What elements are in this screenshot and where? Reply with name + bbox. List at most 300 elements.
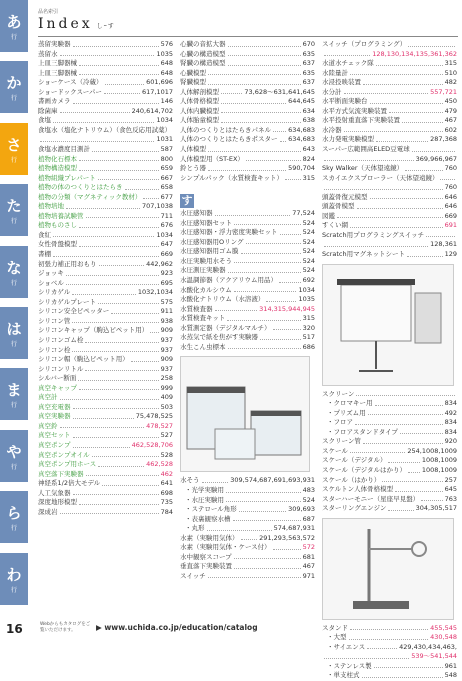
index-entry[interactable] <box>180 209 315 219</box>
index-entry[interactable] <box>38 451 173 461</box>
index-entry-name: 水圧感知器・浮力密度実験セット <box>180 228 278 237</box>
index-entry-name: 真空実験器 <box>38 412 71 421</box>
kana-tab-7[interactable] <box>0 368 28 421</box>
dot-leader <box>208 78 301 85</box>
index-entry[interactable] <box>180 496 315 506</box>
index-entry[interactable] <box>322 183 457 193</box>
index-entry-name: 水冷器 <box>322 125 342 134</box>
index-entry[interactable] <box>322 250 457 260</box>
index-entry-pages: 527 <box>160 431 173 440</box>
index-entry[interactable] <box>38 202 173 212</box>
index-entry-pages: 539〜541,544 <box>411 652 457 661</box>
index-entry[interactable] <box>322 212 457 222</box>
index-entry-name: スケール（デジタルはかり） <box>322 465 406 474</box>
kana-tab-letter: や <box>6 442 22 461</box>
index-entry-name: ・大型 <box>327 633 347 642</box>
dot-leader <box>440 174 455 181</box>
index-entry[interactable] <box>180 295 315 305</box>
index-entry[interactable] <box>38 193 173 203</box>
index-entry-pages: 937 <box>160 335 173 344</box>
kana-tab-row-label: 行 <box>10 95 17 103</box>
index-entry[interactable] <box>180 486 315 496</box>
index-entry-name: 上皿三脚器械 <box>38 68 77 77</box>
index-entry-pages: 462,528,706 <box>131 440 173 449</box>
index-entry-name: 真空落下実験器 <box>38 469 84 478</box>
index-entry[interactable] <box>38 183 173 193</box>
index-entry-name: ショーケース（冷蔵） <box>38 78 103 87</box>
index-title <box>38 16 115 32</box>
index-entry-name: 真空計 <box>38 393 58 402</box>
index-entry-name: スーパー広範囲高ELED豆電球 <box>322 145 410 154</box>
index-entry[interactable] <box>322 116 457 126</box>
index-entry-pages: 524 <box>302 247 315 256</box>
index-entry-name: シリコン管 <box>38 316 71 325</box>
index-entry-pages: 676 <box>160 221 173 230</box>
dot-leader <box>408 466 420 473</box>
index-entry[interactable] <box>38 307 173 317</box>
dot-leader <box>376 135 428 142</box>
dot-leader <box>73 489 159 496</box>
index-entry[interactable] <box>38 326 173 336</box>
index-entry[interactable] <box>180 145 315 155</box>
index-entry[interactable] <box>322 437 457 447</box>
index-entry[interactable] <box>180 107 315 117</box>
index-entry[interactable] <box>180 305 315 315</box>
index-entry-pages: 1034 <box>156 116 173 125</box>
dot-leader <box>234 257 301 264</box>
index-entry-pages: 646 <box>444 192 457 201</box>
index-entry[interactable] <box>38 479 173 489</box>
index-entry-pages: 442,962 <box>146 259 173 268</box>
index-entry-pages: 128,361 <box>430 240 457 249</box>
dot-leader <box>60 422 145 429</box>
index-entry[interactable] <box>180 266 315 276</box>
dot-leader <box>405 164 443 171</box>
index-entry-name: 食塩水濃度目測計 <box>38 145 90 154</box>
index-entry[interactable] <box>180 343 315 353</box>
product-photo-stand <box>322 518 454 620</box>
index-entry[interactable] <box>322 456 457 466</box>
dot-leader <box>60 107 130 114</box>
index-entry[interactable] <box>180 515 315 525</box>
index-entry-name: ・光学実験用 <box>185 485 224 494</box>
index-entry-name: 人体内臓模型 <box>180 106 219 115</box>
index-entry[interactable] <box>38 412 173 422</box>
index-entry-pages: 911 <box>160 307 173 316</box>
index-entry[interactable] <box>38 269 173 279</box>
dot-leader <box>102 479 158 486</box>
index-entry-pages: 467 <box>444 116 457 125</box>
index-entry[interactable] <box>322 88 457 98</box>
index-entry-pages: 503 <box>160 402 173 411</box>
index-entry-name: Sky Walker（天体望遠鏡） <box>322 164 404 173</box>
index-entry[interactable] <box>322 69 457 79</box>
index-entry-name: すくい網 <box>322 221 348 230</box>
dot-leader <box>60 50 155 57</box>
index-entry[interactable] <box>322 240 457 250</box>
index-entry-pages: 635 <box>302 49 315 58</box>
dot-leader <box>402 116 443 123</box>
index-entry[interactable] <box>38 40 173 50</box>
index-entry[interactable] <box>180 69 315 79</box>
index-entry[interactable] <box>180 276 315 286</box>
dot-leader <box>125 183 159 190</box>
index-entry[interactable] <box>322 202 457 212</box>
index-entry-pages: 760 <box>444 164 457 173</box>
kana-tab-9[interactable] <box>0 491 28 544</box>
dot-leader <box>426 231 455 238</box>
index-entry[interactable] <box>38 107 173 117</box>
index-entry-pages: 478,527 <box>146 421 173 430</box>
index-entry-name: 真空充電器 <box>38 402 71 411</box>
index-entry[interactable] <box>322 447 457 457</box>
index-entry-name: 水圧感知器 <box>180 209 213 218</box>
index-entry[interactable] <box>180 534 315 544</box>
dot-leader <box>375 399 443 406</box>
index-entry[interactable] <box>38 336 173 346</box>
index-entry[interactable] <box>38 135 173 145</box>
index-entry-name: シリコンキャップ（駒込ピペット用） <box>38 326 149 335</box>
index-entry-pages: 601,696 <box>146 78 173 87</box>
kana-tab-4[interactable] <box>0 184 28 237</box>
dot-leader <box>260 333 301 340</box>
index-entry[interactable] <box>322 155 457 165</box>
index-entry[interactable] <box>180 116 315 126</box>
index-entry[interactable] <box>38 50 173 60</box>
index-entry-pages: 510 <box>444 68 457 77</box>
index-entry-name: 蒸留実験器 <box>38 40 71 48</box>
index-entry-pages: 314,315,944,945 <box>259 304 315 313</box>
index-entry-name: 水素（実験用気体・ケース付） <box>180 543 271 552</box>
index-entry-name: 人体模型 <box>180 145 206 154</box>
kana-tab-8[interactable] <box>0 430 28 483</box>
index-entry[interactable] <box>180 97 315 107</box>
index-entry-name: 真空鈴 <box>38 421 58 430</box>
index-entry[interactable] <box>180 155 315 165</box>
index-entry[interactable] <box>38 365 173 375</box>
index-entry-name: シリコンゴム栓 <box>38 335 84 344</box>
index-entry[interactable] <box>322 495 457 505</box>
index-entry[interactable] <box>322 652 457 662</box>
index-entry[interactable] <box>38 374 173 384</box>
index-entry-pages: 681 <box>302 552 315 561</box>
index-entry[interactable] <box>322 485 457 495</box>
index-entry[interactable] <box>180 50 315 60</box>
index-entry-name: 腎臓の構造模型 <box>180 59 226 68</box>
index-entry[interactable] <box>180 219 315 229</box>
section-heading-su: す <box>181 194 193 208</box>
index-entry[interactable] <box>180 126 315 136</box>
dot-leader <box>221 116 301 123</box>
index-entry[interactable] <box>38 393 173 403</box>
dot-leader <box>221 88 242 95</box>
index-entry-pages: 524 <box>302 256 315 265</box>
index-entry-name: 人体胎童模型 <box>180 116 219 125</box>
dot-leader <box>221 107 301 114</box>
dot-leader <box>226 496 301 503</box>
kana-tab-row-label: 行 <box>10 218 17 226</box>
dot-leader <box>234 562 301 569</box>
index-entry[interactable] <box>180 164 315 174</box>
index-entry-name: 食紅 <box>38 230 51 239</box>
index-entry-name: シルバー断面 <box>38 374 77 383</box>
dot-leader <box>376 59 443 66</box>
index-entry[interactable] <box>38 279 173 289</box>
index-entry-name: Scratch用プログラミングスイッチ <box>322 230 425 239</box>
index-entry[interactable] <box>38 116 173 126</box>
index-entry[interactable] <box>322 418 457 428</box>
dot-leader <box>234 553 301 560</box>
index-entry[interactable] <box>180 524 315 534</box>
dot-leader <box>324 50 370 57</box>
index-entry-pages: 646 <box>444 202 457 211</box>
dot-leader <box>279 276 301 283</box>
index-entry-name: スケール（デジタル） <box>322 456 387 465</box>
dot-leader <box>66 202 140 209</box>
dot-leader <box>72 317 158 324</box>
index-entry[interactable] <box>38 126 173 136</box>
index-entry-name: 真空ポンプ用ホース <box>38 460 97 469</box>
index-entry-pages: 617,1017 <box>141 87 173 96</box>
index-entry[interactable] <box>180 59 315 69</box>
index-entry-pages: 524 <box>302 495 315 504</box>
index-entry-pages: 587 <box>160 145 173 154</box>
index-entry[interactable] <box>180 238 315 248</box>
index-entry[interactable] <box>38 59 173 69</box>
index-column-1 <box>38 40 173 517</box>
index-entry[interactable] <box>180 228 315 238</box>
index-entry[interactable] <box>38 164 173 174</box>
index-entry[interactable] <box>180 135 315 145</box>
index-entry-pages: 73,628〜631,641,645 <box>244 87 315 96</box>
index-entry[interactable] <box>38 384 173 394</box>
index-entry-pages: 524 <box>302 237 315 246</box>
dot-leader <box>221 97 286 104</box>
index-entry[interactable] <box>38 431 173 441</box>
index-entry-pages: 1034 <box>156 230 173 239</box>
index-entry[interactable] <box>180 476 315 486</box>
index-entry[interactable] <box>38 221 173 231</box>
index-entry[interactable] <box>322 671 457 681</box>
kana-tab-5[interactable] <box>0 246 28 299</box>
index-entry[interactable] <box>322 399 457 409</box>
kana-tab-letter: わ <box>6 565 22 584</box>
index-entry[interactable] <box>38 460 173 470</box>
index-entry[interactable] <box>38 145 173 155</box>
kana-tab-letter: な <box>6 258 22 277</box>
index-entry[interactable] <box>180 88 315 98</box>
index-entry[interactable] <box>322 135 457 145</box>
index-entry[interactable] <box>322 145 457 155</box>
index-entry[interactable] <box>180 247 315 257</box>
kana-tab-1[interactable] <box>0 0 28 53</box>
index-entry[interactable] <box>322 504 457 514</box>
index-entry[interactable] <box>322 193 457 203</box>
index-entry[interactable] <box>180 333 315 343</box>
dot-leader <box>86 212 159 219</box>
index-entry[interactable] <box>38 508 173 518</box>
index-entry[interactable] <box>38 231 173 241</box>
page-footer <box>0 620 462 644</box>
dot-leader <box>73 97 159 104</box>
dot-leader <box>78 374 158 381</box>
index-entry-pages: 517 <box>302 333 315 342</box>
index-entry-name: Scratch用マグネットシート <box>322 250 406 259</box>
index-entry-pages: 315 <box>444 59 457 68</box>
dot-leader <box>370 193 443 200</box>
index-entry-name: 植物培地 <box>38 202 64 211</box>
index-entry[interactable] <box>180 174 315 184</box>
index-entry-name: 水生こん虫標本 <box>180 342 226 351</box>
index-entry[interactable] <box>38 174 173 184</box>
index-entry-pages: 1008,1009 <box>421 456 457 465</box>
kana-tab-letter: ら <box>6 504 22 523</box>
index-entry[interactable] <box>180 505 315 515</box>
index-entry[interactable] <box>322 390 457 400</box>
index-entry[interactable] <box>180 562 315 572</box>
index-entry[interactable] <box>38 288 173 298</box>
index-entry-pages: 669 <box>160 250 173 259</box>
index-entry-pages: 645 <box>444 485 457 494</box>
index-entry-name: スイッチ（プログラミング） <box>322 40 407 48</box>
dot-leader <box>215 209 291 216</box>
index-entry-name: 人体骨格模型 <box>180 97 219 106</box>
dot-leader <box>79 240 159 247</box>
dot-leader <box>266 295 296 302</box>
index-entry-name: 真空ポンプ <box>38 440 71 449</box>
index-entry[interactable] <box>180 78 315 88</box>
index-entry[interactable] <box>38 69 173 79</box>
index-entry-pages: 686 <box>302 342 315 351</box>
index-entry[interactable] <box>38 317 173 327</box>
index-entry-pages: 240,614,702 <box>131 106 173 115</box>
dot-leader <box>66 279 159 286</box>
dot-leader <box>53 231 154 238</box>
dot-leader <box>208 164 286 171</box>
dot-leader <box>344 88 429 95</box>
index-entry-name: シリコンリトル <box>38 364 84 373</box>
dot-leader <box>131 355 159 362</box>
index-entry[interactable] <box>322 50 457 60</box>
index-entry[interactable] <box>38 470 173 480</box>
index-entry-pages: 1031 <box>156 135 173 144</box>
index-entry-name: 植物化石標本 <box>38 154 77 163</box>
index-entry[interactable] <box>38 260 173 270</box>
index-entry-name: スターハーモニー（星座早見盤） <box>322 494 420 503</box>
header-rule <box>38 36 458 37</box>
index-entry-name: 人工気象器 <box>38 488 71 497</box>
index-entry[interactable] <box>180 324 315 334</box>
index-entry-name: スケルトン人体骨格模型 <box>322 485 394 494</box>
product-photo-water-tanks <box>180 356 310 472</box>
index-entry[interactable] <box>38 298 173 308</box>
index-entry-pages: 635 <box>302 68 315 77</box>
index-entry[interactable] <box>38 88 173 98</box>
kana-tab-row-label: 行 <box>10 525 17 533</box>
index-entry[interactable] <box>180 40 315 50</box>
index-entry[interactable] <box>180 553 315 563</box>
dot-leader <box>60 508 159 515</box>
index-entry[interactable] <box>38 498 173 508</box>
kana-tab-10[interactable] <box>0 553 28 606</box>
index-entry-pages: 590,704 <box>288 164 315 173</box>
index-entry-name: 水圧感知器セット <box>180 218 232 227</box>
dot-leader <box>79 69 159 76</box>
kana-tab-6[interactable] <box>0 307 28 360</box>
index-entry[interactable] <box>38 240 173 250</box>
kana-tab-3[interactable] <box>0 123 28 176</box>
dot-leader <box>92 145 159 152</box>
index-entry[interactable] <box>322 476 457 486</box>
index-entry[interactable] <box>322 174 457 184</box>
index-entry[interactable] <box>38 489 173 499</box>
index-entry[interactable] <box>322 126 457 136</box>
index-entry-pages: 637 <box>302 59 315 68</box>
index-entry[interactable] <box>322 409 457 419</box>
index-entry[interactable] <box>322 428 457 438</box>
dot-leader <box>228 59 301 66</box>
index-entry[interactable] <box>38 155 173 165</box>
index-entry[interactable] <box>38 441 173 451</box>
index-entry[interactable] <box>38 422 173 432</box>
index-header <box>38 8 115 32</box>
index-entry[interactable] <box>180 543 315 553</box>
index-entry[interactable] <box>322 107 457 117</box>
index-entry[interactable] <box>322 78 457 88</box>
index-entry-pages: 576 <box>160 40 173 48</box>
index-entry[interactable] <box>180 314 315 324</box>
index-entry[interactable] <box>38 212 173 222</box>
index-entry[interactable] <box>38 97 173 107</box>
index-entry[interactable] <box>180 257 315 267</box>
index-entry[interactable] <box>322 40 457 50</box>
index-entry[interactable] <box>322 466 457 476</box>
index-entry-name: ・フロア <box>327 418 353 427</box>
kana-tab-2[interactable] <box>0 61 28 114</box>
index-entry[interactable] <box>322 662 457 672</box>
stand-illustration <box>323 519 453 619</box>
index-entry-name: 神経系1/2倍大モデル <box>38 479 101 488</box>
dot-leader <box>273 126 286 133</box>
index-entry[interactable] <box>322 97 457 107</box>
index-entry-name: 水力発電実験模型 <box>322 135 374 144</box>
index-entry[interactable] <box>322 231 457 241</box>
catalog-url[interactable]: ▶ www.uchida.co.jp/education/catalog <box>96 623 258 632</box>
index-entry[interactable] <box>180 572 315 582</box>
index-entry-name: 初張力補正用おもり <box>38 259 97 268</box>
index-entry[interactable] <box>322 643 457 653</box>
index-entry-name: 水圧感知器用Oリング <box>180 237 244 246</box>
index-entry-name: スクリーン <box>322 389 355 398</box>
index-entry-pages: 659 <box>160 164 173 173</box>
dot-leader <box>246 238 301 245</box>
index-entry-pages: 602 <box>444 125 457 134</box>
index-entry[interactable] <box>38 346 173 356</box>
index-entry-pages: 75,478,525 <box>135 412 173 421</box>
index-entry[interactable] <box>38 78 173 88</box>
index-entry[interactable] <box>322 221 457 231</box>
index-entry[interactable] <box>38 403 173 413</box>
index-entry[interactable] <box>180 286 315 296</box>
index-entry[interactable] <box>38 250 173 260</box>
index-entry[interactable] <box>322 59 457 69</box>
dot-leader <box>280 135 287 142</box>
index-entry-pages: 524 <box>302 266 315 275</box>
index-entry-pages: 937 <box>160 364 173 373</box>
index-entry[interactable] <box>322 164 457 174</box>
index-entry-name: ・単支柱式 <box>327 671 360 680</box>
index-entry[interactable] <box>38 355 173 365</box>
